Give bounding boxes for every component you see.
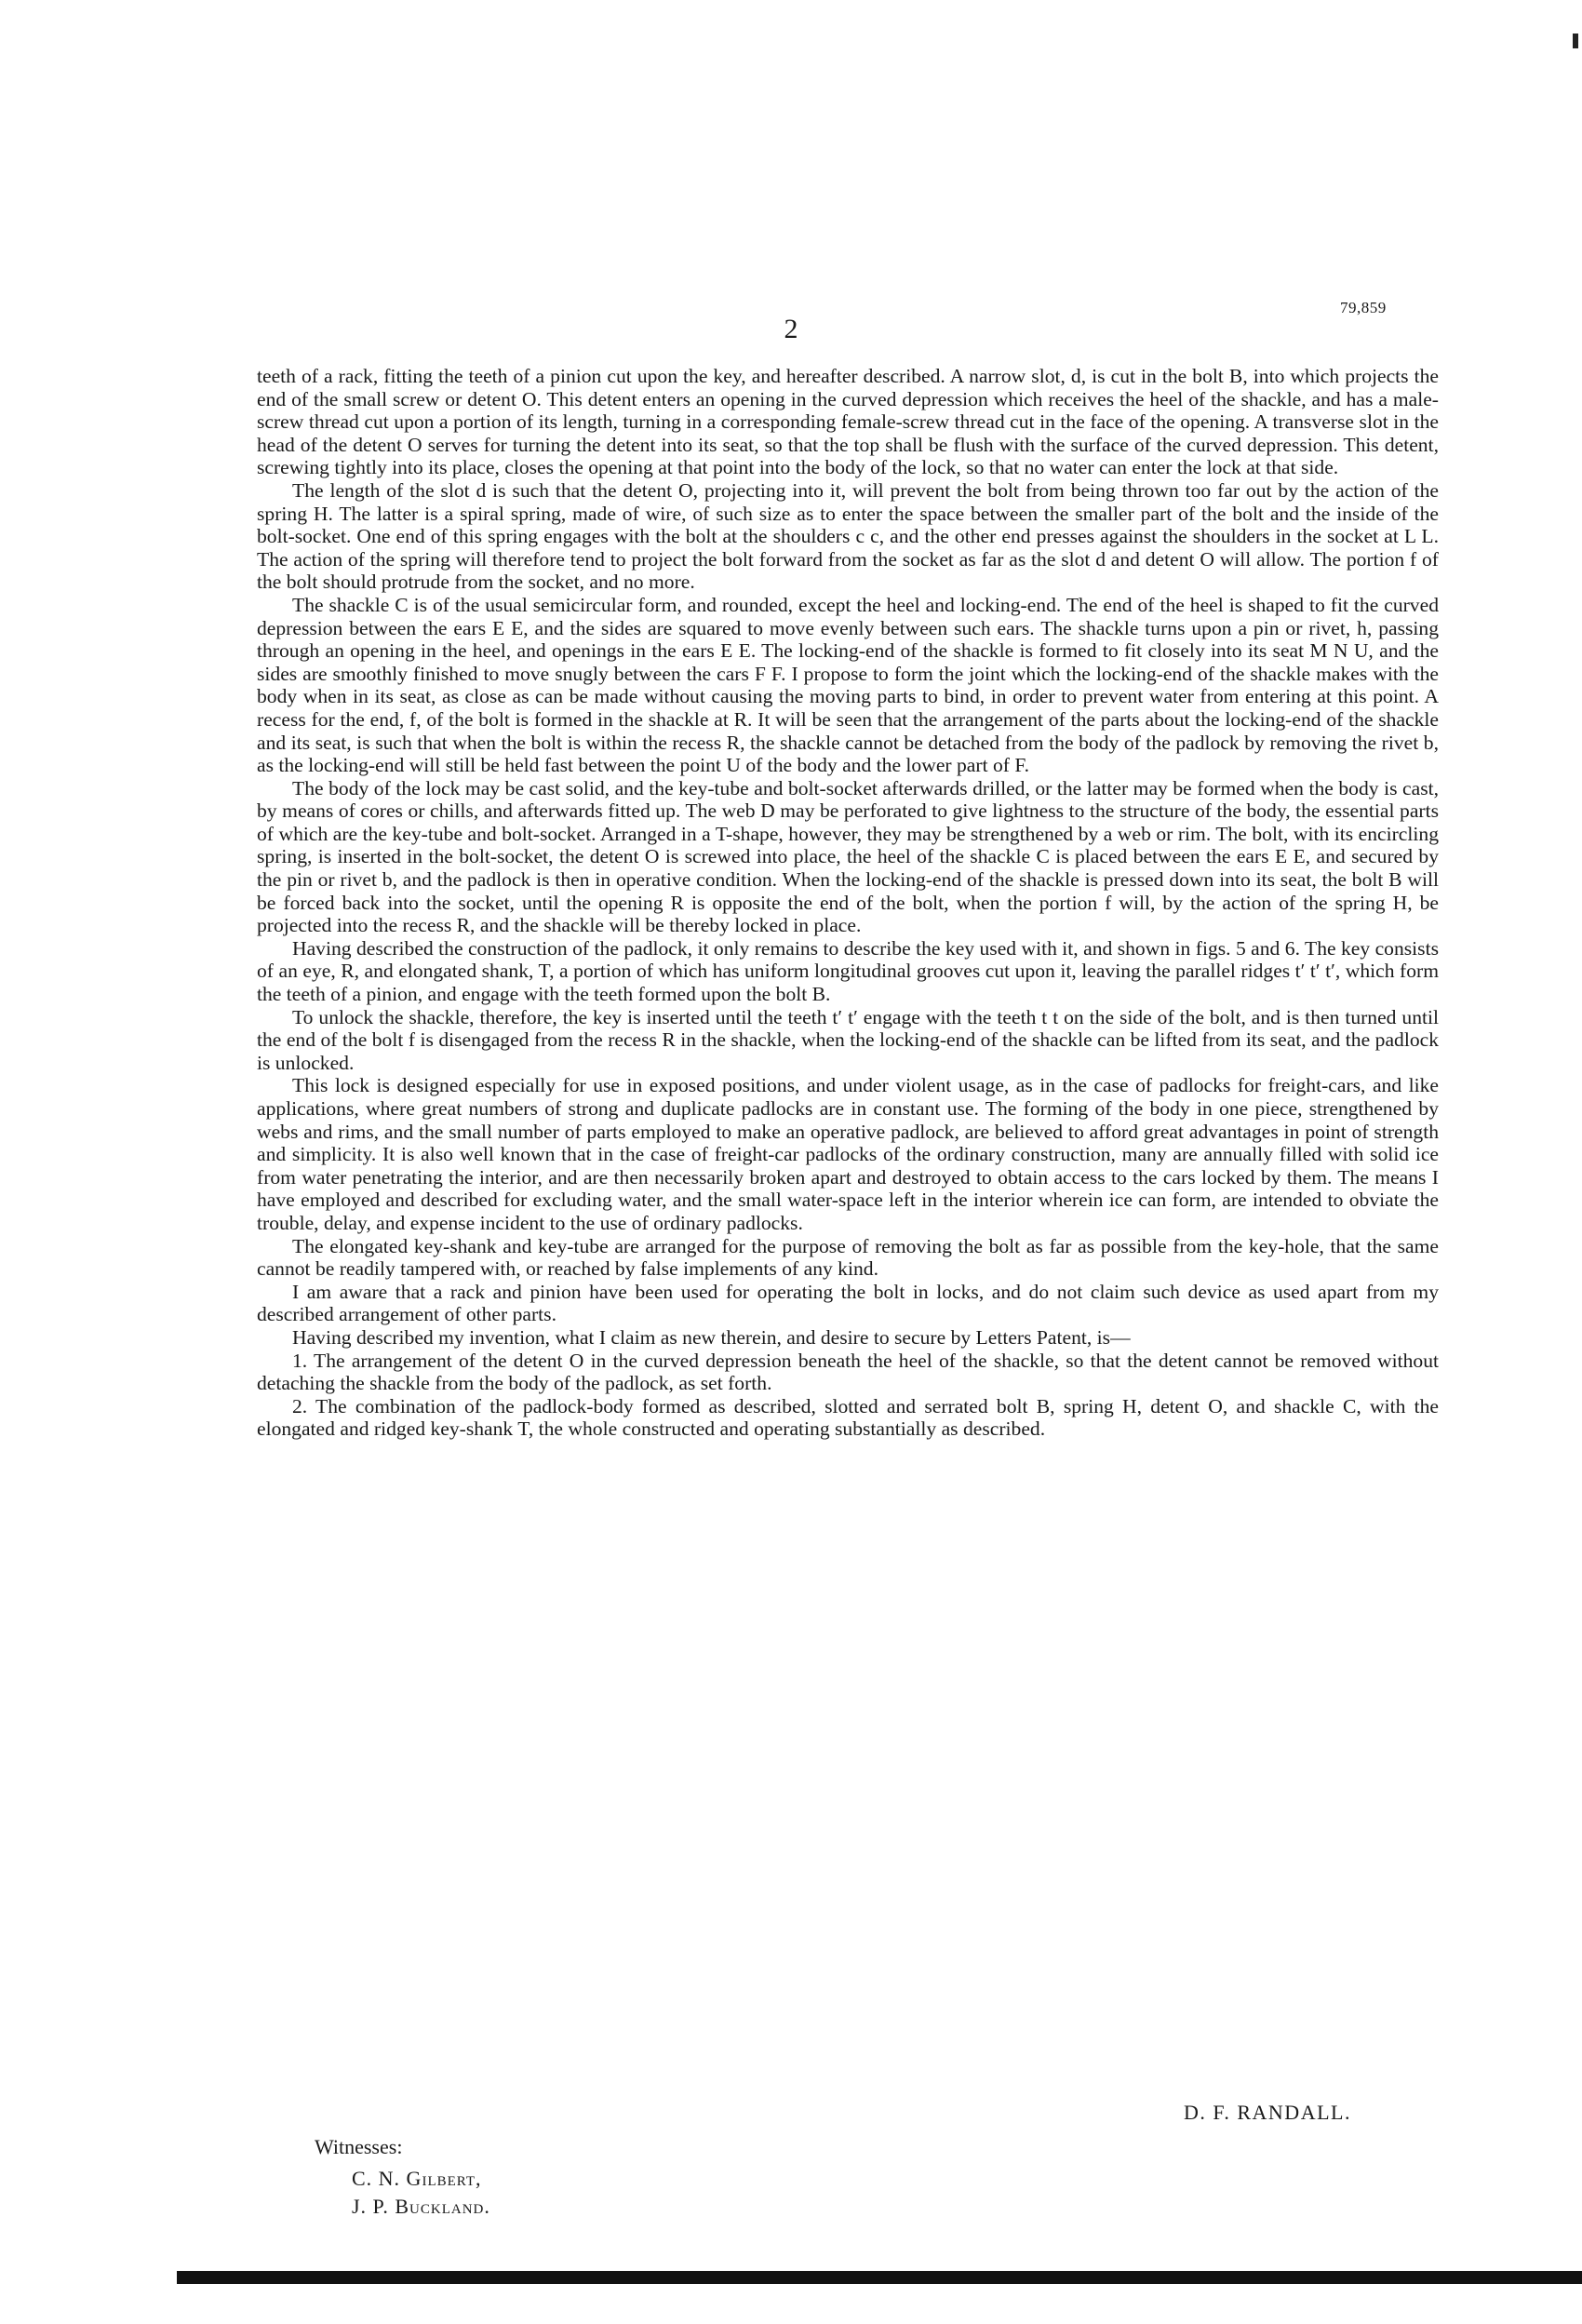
paragraph: teeth of a rack, fitting the teeth of a pinion cut upon the key, and hereafter described. A narrow slot, d, is cut in the bolt B, into which projects the end of the small screw or detent O. This detent enters an opening in the curved depression which receives the heel of the shackle, and has a male-screw thread cut upon a portion of its length, turning in a corresponding female-screw thread cut in the face of the opening. A transverse slot in the head of the detent O serves for turning the detent into its seat, so that the top shall be flush with the surface of the curved depression. This detent, screwing tightly into its place, closes the opening at that point into the body of the lock, so that no water can enter the lock at that side. [257,365,1439,479]
page-number: 2 [784,314,798,344]
patent-number: 79,859 [1340,299,1387,316]
scan-mark [1573,34,1578,48]
paragraph: The body of the lock may be cast solid, and the key-tube and bolt-socket afterwards drilled, or the latter may be formed when the body is cast, by means of cores or chills, and afterwards fitted up. The web D may be perforated to give lightness to the structure of the body, the essential parts of which are the key-tube and bolt-socket. Arranged in a T-shape, however, they may be strengthened by a web or rim. The bolt, with its encircling spring, is inserted in the bolt-socket, the detent O is screwed into place, the heel of the shackle C is placed between the ears E E, and secured by the pin or rivet b, and the padlock is then in operative condition. When the locking-end of the shackle is pressed down into its seat, the bolt B will be forced back into the socket, until the opening R is opposite the end of the bolt, when the portion f will, by the action of the spring H, be projected into the recess R, and the shackle will be thereby locked in place. [257,776,1439,937]
paragraph: This lock is designed especially for use in exposed positions, and under violent usage, as in the case of padlocks for freight-cars, and like applications, where great numbers of strong and duplicate padlocks are in constant use. The forming of the body in one piece, strengthened by webs and rims, and the small number of parts employed to make an operative padlock, are believed to afford great advantages in point of strength and simplicity. It is also well known that in the case of freight-car padlocks of the ordinary construction, many are annually filled with solid ice from water penetrating the interior, and are then necessarily broken apart and destroyed to obtain access to the cars locked by them. The means I have employed and described for excluding water, and the small water-space left in the interior wherein ice can form, are intended to obviate the trouble, delay, and expense incident to the use of ordinary padlocks. [257,1074,1439,1234]
paragraph: The elongated key-shank and key-tube are arranged for the purpose of removing the bolt as far as possible from the key-hole, that the same cannot be readily tampered with, or reached by false implements of any kind. [257,1234,1439,1281]
witnesses-label: Witnesses: [315,2135,403,2158]
patent-body [257,365,1439,1441]
claim-2: 2. The combination of the padlock-body formed as described, slotted and serrated bolt B, spring H, detent O, and shackle C, with the elongated and ridged key-shank T, the whole constructed and operating substantially as described. [257,1394,1439,1441]
paragraph: I am aware that a rack and pinion have been used for operating the bolt in locks, and do not claim such device as used apart from my described arrangement of other parts. [257,1280,1439,1326]
paragraph: Having described the construction of the padlock, it only remains to describe the key used with it, and shown in figs. 5 and 6. The key consists of an eye, R, and elongated shank, T, a portion of which has uniform longitudinal grooves cut upon it, leaving the parallel ridges t′ t′ t′, which form the teeth of a pinion, and engage with the teeth formed upon the bolt B. [257,936,1439,1006]
witness-name: C. N. Gilbert, [352,2167,482,2190]
claims-intro: Having described my invention, what I claim as new therein, and desire to secure by Letters Patent, is— [292,1325,1131,1349]
witnesses-block [315,2133,490,2221]
witness-name: J. P. Buckland. [352,2195,490,2218]
paragraph: The length of the slot d is such that the detent O, projecting into it, will prevent the bolt from being thrown too far out by the action of the spring H. The latter is a spiral spring, made of wire, of such size as to enter the space between the smaller part of the bolt and the inside of the bolt-socket. One end of this spring engages with the bolt at the shoulders c c, and the other end presses against the shoulders in the socket at L L. The action of the spring will therefore tend to project the bolt forward from the socket as far as the slot d and detent O will allow. The portion f of the bolt should protrude from the socket, and no more. [257,478,1439,594]
claim-1: 1. The arrangement of the detent O in the curved depression beneath the heel of the shackle, so that the detent cannot be removed without detaching the shackle from the body of the padlock, as set forth. [257,1349,1439,1395]
paragraph: To unlock the shackle, therefore, the key is inserted until the teeth t′ t′ engage with the teeth t t on the side of the bolt, and is then turned until the end of the bolt f is disengaged from the recess R in the shackle, when the locking-end of the shackle can be lifted from its seat, and the padlock is unlocked. [257,1005,1439,1074]
bottom-rule [177,2271,1582,2284]
paragraph: The shackle C is of the usual semicircular form, and rounded, except the heel and locking-end. The end of the heel is shaped to fit the curved depression between the ears E E, and the sides are squared to move evenly between such ears. The shackle turns upon a pin or rivet, h, passing through an opening in the heel, and openings in the ears E E. The locking-end of the shackle is formed to fit closely into its seat M N U, and the sides are smoothly finished to move snugly between the cars F F. I propose to form the joint which the locking-end of the shackle makes with the body when in its seat, as close as can be made without causing the moving parts to bind, in order to prevent water from entering at this point. A recess for the end, f, of the bolt is formed in the shackle at R. It will be seen that the arrangement of the parts about the locking-end of the shackle and its seat, is such that when the bolt is within the recess R, the shackle cannot be detached from the body of the padlock by removing the rivet b, as the locking-end will still be held fast between the point U of the body and the lower part of F. [257,593,1439,777]
inventor-signature: D. F. RANDALL. [1184,2101,1351,2124]
